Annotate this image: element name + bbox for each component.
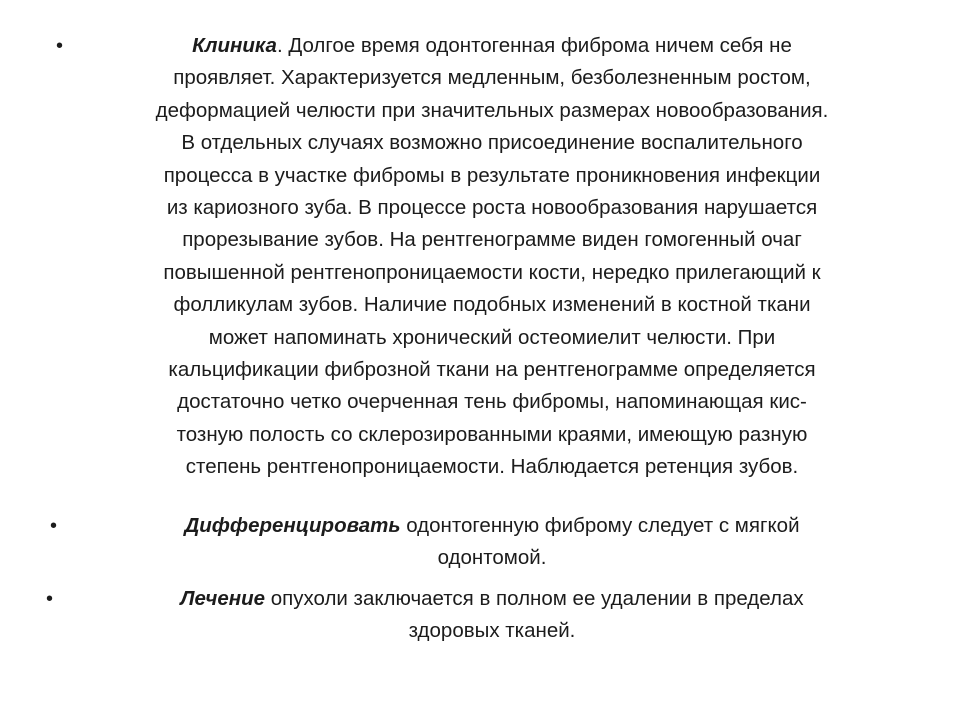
text-line: деформацией челюсти при значительных размерах новообразования. [155, 98, 829, 122]
bullet-marker: • [56, 35, 64, 57]
text-line: Дифференцировать одонтогенную фиброму следует с мягкой [184, 514, 800, 537]
bullet-marker: • [46, 588, 54, 610]
text-line: фолликулам зубов. Наличие подобных изменений в костной ткани [173, 293, 811, 317]
lead-term-clinic: Клиника [192, 34, 277, 57]
text-line: повышенной рентгенопроницаемости кости, нередко прилегающий к [163, 260, 821, 284]
text-line: здоровых тканей. [408, 619, 576, 643]
text-line: В отдельных случаях возможно присоединение воспалительного [181, 131, 803, 155]
text-line: Клиника. Долгое время одонтогенная фиброма ничем себя не [192, 34, 792, 57]
bullet-differential [40, 510, 920, 575]
text-line: процесса в участке фибромы в результате проникновения инфекции [163, 163, 821, 187]
text-line: прорезывание зубов. На рентгенограмме виден гомогенный очаг [182, 228, 802, 252]
bullet-treatment [40, 583, 920, 648]
bullet-clinic [40, 30, 920, 484]
bullet-differential-text [40, 510, 920, 575]
lead-term-treatment: Лечение [180, 587, 266, 610]
text-line: Лечение опухоли заключается в полном ее удалении в пределах [180, 587, 804, 610]
text-line: степень рентгенопроницаемости. Наблюдается ретенция зубов. [185, 455, 799, 479]
text-line: проявляет. Характеризуется медленным, безболезненным ростом, [173, 66, 811, 90]
bullet-marker: • [50, 515, 58, 537]
lead-term-differential: Дифференцировать [184, 514, 401, 537]
text-line: достаточно четко очерченная тень фибромы, напоминающая кис- [177, 390, 807, 414]
text-line: одонтомой. [437, 546, 547, 570]
text-line: из кариозного зуба. В процессе роста новообразования нарушается [166, 196, 818, 220]
text-line: тозную полость со склерозированными краями, имеющую разную [176, 422, 808, 446]
text-line: может напоминать хронический остеомиелит челюсти. При [208, 325, 776, 349]
bullet-clinic-text [40, 30, 920, 484]
text-line: кальцификации фиброзной ткани на рентгенограмме определяется [168, 358, 816, 382]
bullet-treatment-text [40, 583, 920, 648]
